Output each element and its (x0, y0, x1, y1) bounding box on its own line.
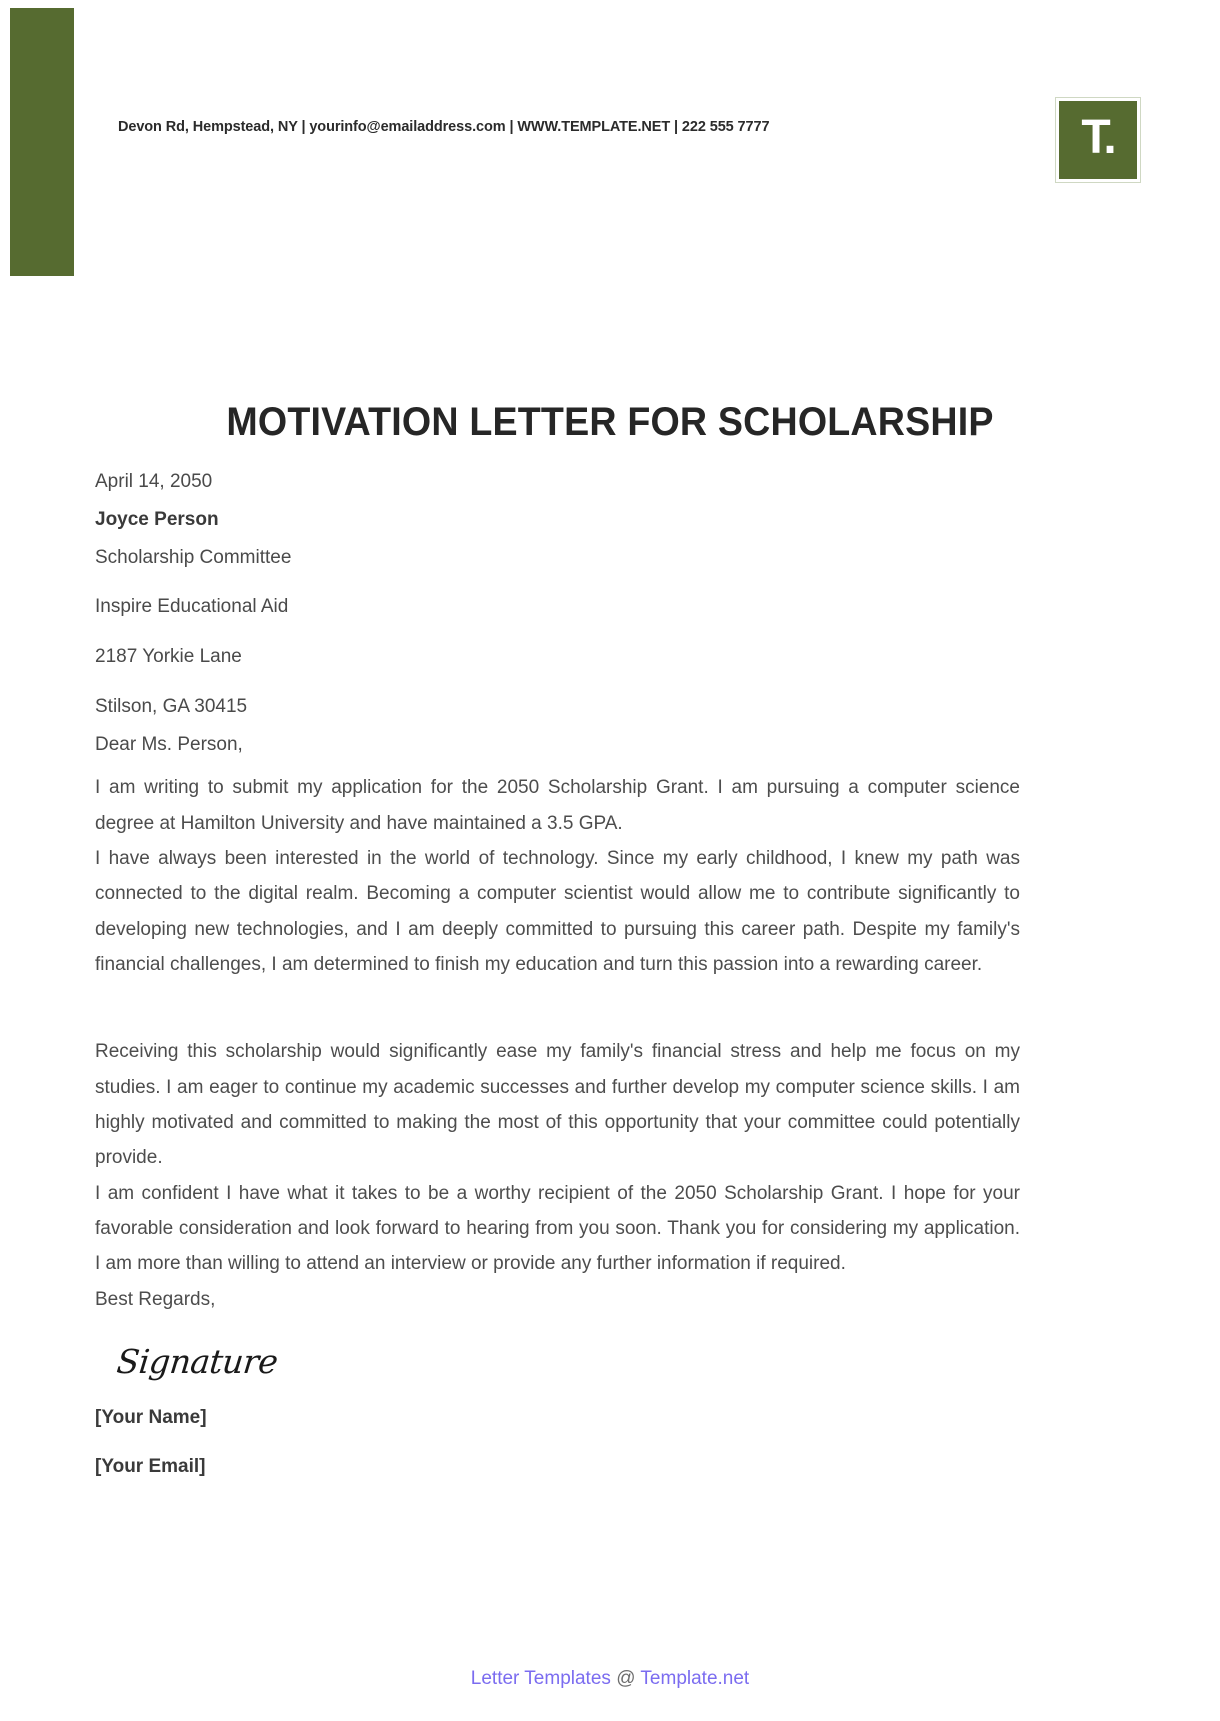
contact-info-line: Devon Rd, Hempstead, NY | yourinfo@emailaddress.com | WWW.TEMPLATE.NET | 222 555 7777 (118, 119, 770, 135)
body-paragraph-1: I am writing to submit my application for the 2050 Scholarship Grant. I am pursuing a computer science degree at Hamilton University and have maintained a 3.5 GPA. (95, 777, 1020, 834)
footer-attribution (0, 1668, 1220, 1690)
body-paragraph-3: Receiving this scholarship would significantly ease my family's financial stress and help me focus on my studies. I am eager to continue my academic successes and further develop my computer science skills. I am highly motivated and committed to making the most of this opportunity that your committee could potentially provide. (95, 1041, 1020, 1169)
your-email-placeholder: [Your Email] (95, 1455, 206, 1477)
closing-salutation: Best Regards, (95, 1288, 216, 1310)
your-name-placeholder: [Your Name] (95, 1406, 207, 1428)
footer-link-template-net[interactable]: Template.net (640, 1668, 750, 1689)
recipient-role: Scholarship Committee (95, 546, 292, 568)
body-paragraph-4: I am confident I have what it takes to be a worthy recipient of the 2050 Scholarship Grant. I hope for your favorable consideration and look forward to hearing from you soon. Thank you for considering my application. I am more than willing to attend an interview or provide any further information if required. (95, 1182, 1020, 1275)
recipient-street: 2187 Yorkie Lane (95, 646, 242, 667)
logo-letter-t-icon: T. (1081, 111, 1115, 164)
letter-body (95, 470, 1020, 1476)
footer-at-symbol: @ (616, 1668, 636, 1689)
template-net-logo (1056, 98, 1140, 182)
recipient-name: Joyce Person (95, 508, 219, 530)
footer-link-letter-templates[interactable]: Letter Templates (470, 1668, 611, 1689)
letter-date: April 14, 2050 (95, 471, 213, 492)
recipient-organization: Inspire Educational Aid (95, 596, 289, 618)
recipient-city-state-zip: Stilson, GA 30415 (95, 695, 248, 717)
body-paragraph-2: I have always been interested in the world of technology. Since my early childhood, I knew my path was connected to the digital realm. Becoming a computer scientist would allow me to contribute significantly to developing new technologies, and I am deeply committed to pursuing this career path. Despite my family's financial challenges, I am determined to finish my education and turn this passion into a rewarding career. (95, 847, 1020, 975)
salutation: Dear Ms. Person, (95, 733, 243, 755)
signature-mark: Signature (114, 1341, 280, 1381)
page-title: MOTIVATION LETTER FOR SCHOLARSHIP (226, 400, 994, 444)
letterhead (0, 0, 1220, 280)
